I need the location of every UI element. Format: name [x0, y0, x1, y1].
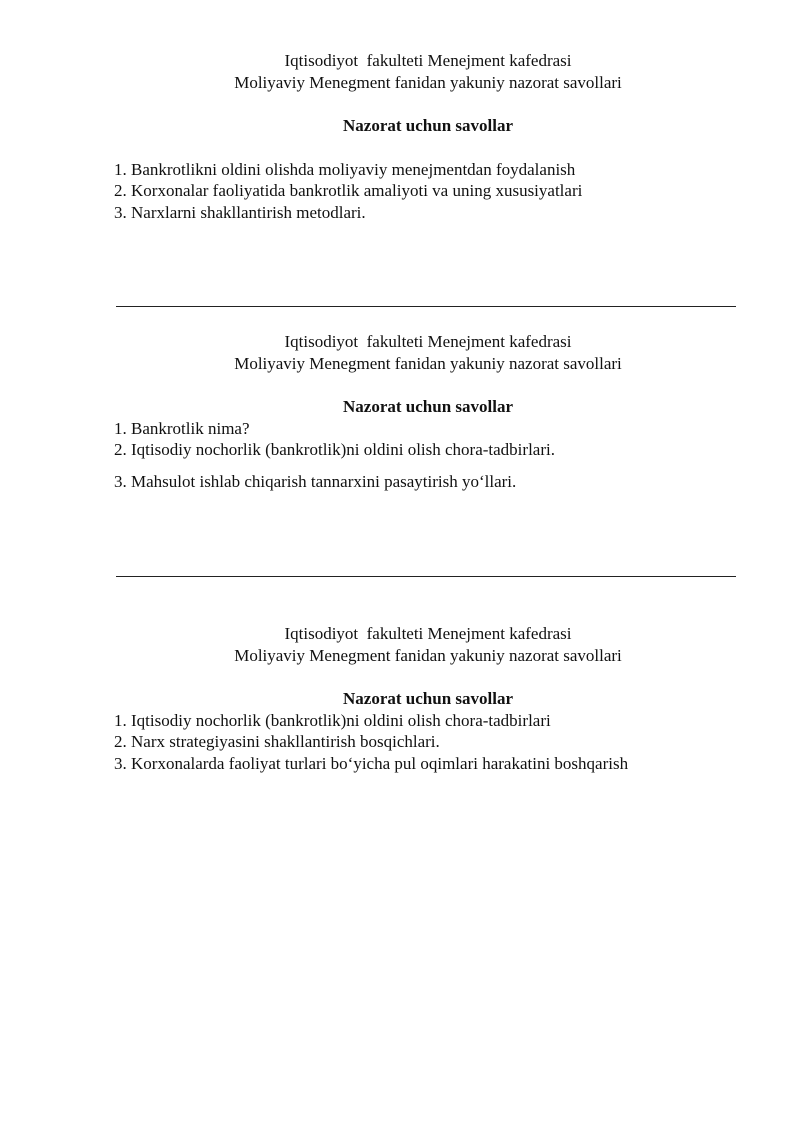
section-heading: Nazorat uchun savollar: [343, 689, 513, 708]
section-heading: Nazorat uchun savollar: [343, 397, 513, 416]
question-list: [114, 418, 742, 493]
question-item: 3. Korxonalarda faoliyat turlari bo‘yicha pul oqimlari harakatini boshqarish: [114, 753, 629, 773]
question-item: 3. Narxlarni shakllantirish metodlari.: [114, 202, 366, 222]
question-list: [114, 710, 742, 775]
section-divider: [116, 576, 736, 577]
question-item: 1. Bankrotlik nima?: [114, 418, 250, 438]
subject-line: Moliyaviy Menegment fanidan yakuniy nazorat savollari: [234, 72, 622, 92]
section-divider: [116, 306, 736, 307]
question-list: [114, 159, 742, 224]
question-item: 1. Bankrotlikni oldini olishda moliyaviy menejmentdan foydalanish: [114, 159, 576, 179]
question-item: 1. Iqtisodiy nochorlik (bankrotlik)ni oldini olish chora-tadbirlari: [114, 710, 551, 730]
question-item: 2. Narx strategiyasini shakllantirish bosqichlari.: [114, 732, 440, 751]
question-item: 3. Mahsulot ishlab chiqarish tannarxini pasaytirish yo‘llari.: [114, 471, 517, 491]
exam-section-3: [114, 623, 742, 774]
faculty-line: Iqtisodiyot fakulteti Menejment kafedrasi: [284, 51, 572, 70]
subject-line: Moliyaviy Menegment fanidan yakuniy nazorat savollari: [234, 353, 622, 373]
faculty-line: Iqtisodiyot fakulteti Menejment kafedrasi: [284, 332, 572, 351]
question-item: 2. Iqtisodiy nochorlik (bankrotlik)ni oldini olish chora-tadbirlari.: [114, 440, 555, 459]
subject-line: Moliyaviy Menegment fanidan yakuniy nazorat savollari: [234, 645, 622, 665]
exam-section-2: [114, 331, 742, 492]
faculty-line: Iqtisodiyot fakulteti Menejment kafedrasi: [284, 624, 572, 643]
exam-section-1: [114, 50, 742, 223]
question-item: 2. Korxonalar faoliyatida bankrotlik amaliyoti va uning xususiyatlari: [114, 181, 583, 200]
section-heading: Nazorat uchun savollar: [343, 116, 513, 135]
